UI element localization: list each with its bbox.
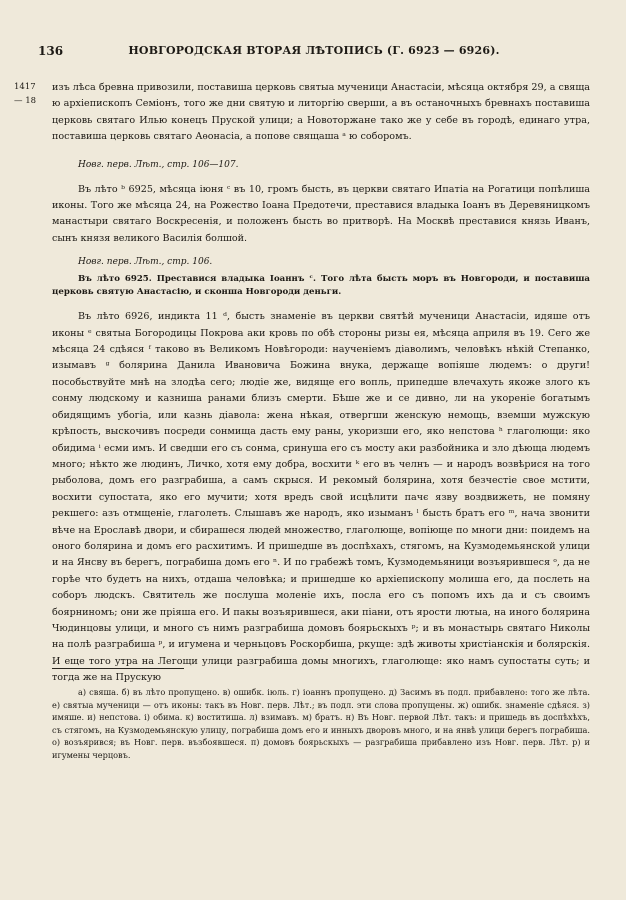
margin-month-mark: — 18 <box>14 96 37 106</box>
source-reference: Новг. перв. Лѣт., стр. 106. <box>78 257 213 268</box>
paragraph-6925: Въ лѣто ᵇ 6925, мѣсяца іюня ᶜ въ 10, громъ бысть, въ церкви святаго Ипатіа на Рогатици попѣлиша иконы. Того же мѣсяца 24, на Рожество Іоана Предотечи, преставися владыка Іоанъ въ Деревяницкомъ манастыри святаго Воскресенія, и положенъ бысть во притворѣ. На Москвѣ преставися князь Иванъ, сынъ князя великого Василія болшой. <box>52 183 590 244</box>
main-text <box>52 80 590 687</box>
running-title: НОВГОРОДСКАЯ ВТОРАЯ ЛѢТОПИСЬ (Г. 6923 — 6926). <box>128 44 500 57</box>
source-reference: Новг. перв. Лѣт., стр. 106—107. <box>78 159 239 170</box>
footnote-rule <box>52 668 184 669</box>
margin-year: 1417 <box>14 82 36 92</box>
page-header <box>38 44 590 62</box>
paragraph-6926: Въ лѣто 6926, индикта 11 ᵈ, бысть знаменіе въ церкви святѣй мученици Анастасіи, идяше отъ иконы ᵉ святыа Богородицы Покрова аки кровь по обѣ стороны ризы ея, мѣсяца априля въ 19. Сего же мѣсяца 24 сдѣяся ᶠ таково въ Великомъ Новѣгороди: наученіемъ діаволимъ, человѣкъ нѣкій Степанко, изымавъ ᵍ болярина Данила Ивановича Божина внука, держаще вопіяше людемъ: о други! пособьствуйте мнѣ на злодѣа сего; людіе же, видяще его вопль, припедше влечахуть якоже злого къ сонму людскому и казниша ранами близъ смерти. Бѣше же и се дивно, ли на укореніе богатымъ обидящимъ убогіа, или казнь діавола: жена нѣкая, отвергши женскую немощь, вземши мужскую крѣпость, выскочивъ посреди сонмища дасть ему раны, укоризши его, яко непстова ʰ глаголющи: яко обидима ⁱ есми имъ. И сведши его съ сонма, сринуша его съ мосту аки разбойника и зло дѣюща людемъ много; нѣкто же людинъ, Личко, хотя ему добра, восхити ᵏ его въ челнъ — и народъ возвѣрися на того рыболова, домъ его разграбиша, а самъ скрыся. И рекомый болярина, хотя безчестіе свое мстити, восхити супостата, яко его мучити; хотя вредъ свой исцѣлити пачє язву воздвижеть, не помяну рекшего: азъ отмщеніе, глаголеть. Слышавъ же народъ, яко изыманъ ˡ бысть братъ его ᵐ, нача звонити вѣче на Ерославѣ двори, и сбирашеся людей множество, глаголюще, вопіюще по многи дни: поидемъ на оного болярина и домъ его расхитимъ. И пришедше въ доспѣхахъ, стягомъ, на Кузмодемьянской улици и на Янсву въ берегъ, пограбиша домъ его ⁿ. И по грабежѣ томъ, Кузмодемьяници возъярившеся ᵒ, да не горѣе что будетъ на нихъ, отдаша человѣка; и пришедше ко архіепископу молиша его, да послеть на соборъ людскъ. Святитель же послуша моленіе ихъ, посла его съ попомъ ихъ да и съ своимъ боярниномъ; они же пріяша его. И пакы возъярившеся, аки піани, отъ ярости лютыа, на иного болярина Чюдинцовы улици, и много съ нимъ разграбиша домовъ боярьскыхъ ᵖ; и въ монастырь святаго Николы на полѣ разграбиша ᵖ, и игумена и черньцовъ Роскорбиша, ркуще: здѣ животы христіанскія и болярскія. И еще того утра на Легощи улици разграбиша домы многихъ, глаголюще: яко намъ супостаты суть; и тогда же на Прускую <box>52 311 590 684</box>
page-number: 136 <box>38 44 64 58</box>
footnote-text: а) свяша. б) въ лѣто пропущено. в) ошибк. іюль. г) іоаннъ пропущено. д) Засимъ въ подл. прибавлено: того же лѣта. е) святыа мученици — отъ иконы: такъ въ Новг. перв. Лѣт.; въ подл. эти слова пропущены. ж) ошибк. знаменіе сдѣяся. з) имяше. и) непстова. і) обима. к) воститиша. л) взимавъ. м) братъ. н) Въ Новг. первой Лѣт. такъ: и пришедь въ доспѣхѣхъ, съ стягомъ, на Кузмодемьянскую улицу, пограбиша домъ его и инныхъ дворовъ много, и на янвѣ улици берегъ пограбиша. о) возъярився; въ Новг. перв. възбоявшеся. п) домовъ боярьскыхъ — разграбиша прибавлено изъ Новг. перв. Лѣт. р) и игумены черцовъ. <box>52 687 590 760</box>
paragraph-variant-6925: Въ лѣто 6925. Преставися владыка Іоаннъ ᶜ. Того лѣта бысть моръ въ Новгороди, и поставиша церковь святую Анастасію, и сконша Новгороди деньги. <box>52 274 590 298</box>
paragraph-continuation: изъ лѣса бревна привозили, поставиша церковь святыа мученици Анастасіи, мѣсяца октября 29, а свяща ю архіепископъ Семіонъ, того же дни святую и литоргію сверши, а въ останочныхъ бревнахъ поставиша церковь святаго Илью конецъ Пруской улици; а Новоторжане тако же у себе въ городѣ, единаго утра, поставиша церковь святаго Аѳонасіа, а попове свящаша ᵃ ю соборомъ. <box>52 82 590 143</box>
footnotes <box>52 686 590 762</box>
